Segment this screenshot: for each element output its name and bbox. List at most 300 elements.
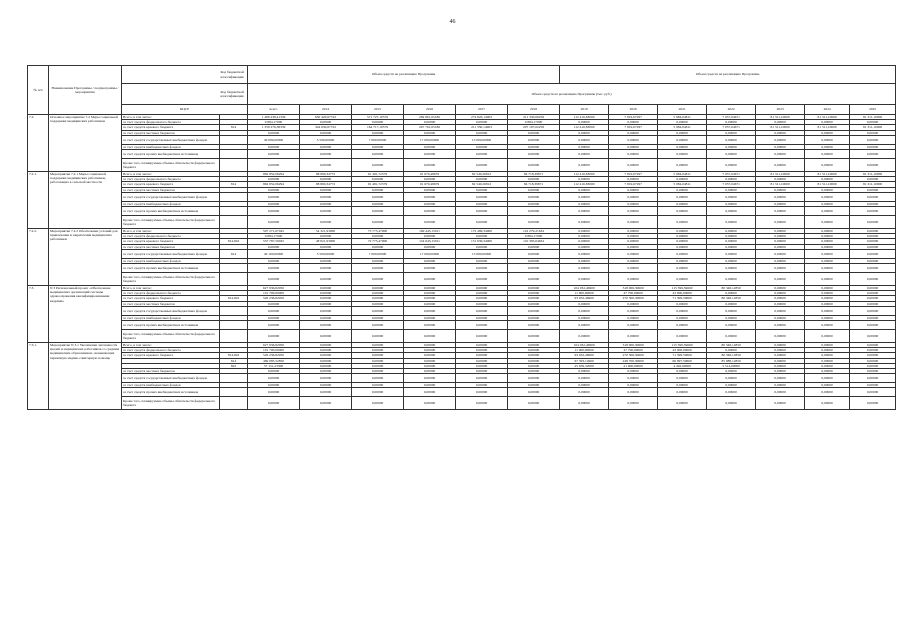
amount-cell: 0,00000 [756, 363, 805, 368]
amount-cell: 112 416,83000 [560, 125, 609, 130]
budget-code: 814 [220, 249, 248, 258]
amount-cell: 0,00000 [352, 244, 404, 249]
amount-cell: 0,00000 [560, 264, 609, 273]
amount-cell: 0,00000 [756, 374, 805, 383]
budget-code [220, 330, 248, 343]
budget-code: 814 [220, 358, 248, 363]
amount-cell: 0,00000 [707, 369, 756, 374]
amount-cell: 57 151,23300 [248, 363, 300, 368]
funding-source: за счет средств федерального бюджета [122, 234, 220, 239]
amount-cell: 0,00000 [560, 201, 609, 206]
amount-cell: 7 057,04671 [707, 125, 756, 130]
amount-cell: 0,00000 [850, 296, 896, 301]
amount-cell: 0,00000 [805, 296, 850, 301]
amount-cell: 0,00000 [300, 291, 352, 296]
funding-source: за счет средств прочих внебюджетных источников [122, 321, 220, 330]
amount-cell: 0,00000 [456, 330, 508, 343]
amount-cell: 0,00000 [707, 383, 756, 388]
amount-cell: 0,00000 [508, 207, 560, 216]
amount-cell: 0,00000 [658, 229, 707, 234]
amount-cell: 0,00000 [300, 177, 352, 182]
amount-cell: 0,00000 [508, 130, 560, 135]
amount-cell: 115 399,59600 [658, 343, 707, 348]
amount-cell: 47 700,00000 [609, 348, 658, 353]
amount-cell: 0,00000 [248, 397, 300, 410]
amount-cell: 0,00000 [508, 383, 560, 388]
amount-cell: 0,00000 [300, 301, 352, 306]
amount-cell: 0,00000 [658, 397, 707, 410]
amount-cell: 81 311,10000 [850, 125, 896, 130]
header-year-11: 2024 [805, 105, 850, 115]
amount-cell: 0,00000 [707, 201, 756, 206]
funding-source: Всего, в том числе: [122, 229, 220, 234]
amount-cell: 0,00000 [248, 207, 300, 216]
amount-cell: 0,00000 [658, 330, 707, 343]
amount-cell: 0,00000 [658, 201, 707, 206]
amount-cell: 1 359 276,38339 [248, 125, 300, 130]
amount-cell: 81 311,10000 [850, 115, 896, 120]
budget-code [220, 374, 248, 383]
amount-cell: 0,00000 [352, 207, 404, 216]
amount-cell: 0,00000 [300, 330, 352, 343]
amount-cell: 80 348,12850 [707, 343, 756, 348]
amount-cell: 0,00000 [560, 249, 609, 258]
amount-cell: 112 416,83000 [560, 182, 609, 187]
amount-cell: 0,00000 [658, 120, 707, 125]
amount-cell: 0,00000 [248, 321, 300, 330]
amount-cell: 0,00000 [248, 388, 300, 397]
amount-cell: 0,00000 [850, 159, 896, 172]
amount-cell: 0,00000 [805, 216, 850, 229]
amount-cell: 0,00000 [658, 383, 707, 388]
amount-cell: 154 643,15011 [404, 239, 456, 244]
amount-cell: 0,00000 [352, 315, 404, 320]
amount-cell: 0,00000 [756, 388, 805, 397]
header-year-10: 2023 [756, 105, 805, 115]
amount-cell: 0,00000 [707, 291, 756, 296]
funding-source: Кроме того, планируемые объемы обязательств федерального бюджета [122, 216, 220, 229]
amount-cell: 0,00000 [805, 177, 850, 182]
amount-cell: 0,00000 [352, 159, 404, 172]
amount-cell: 0,00000 [248, 301, 300, 306]
table-row [28, 159, 896, 172]
amount-cell: 81 311,10000 [850, 182, 896, 187]
amount-cell: 0,00000 [850, 273, 896, 286]
amount-cell: 0,00000 [756, 315, 805, 320]
amount-cell: 0,00000 [300, 144, 352, 149]
amount-cell: 0,00000 [404, 258, 456, 263]
amount-cell: 0,00000 [609, 264, 658, 273]
amount-cell: 0,00000 [560, 216, 609, 229]
amount-cell: 0,00000 [756, 207, 805, 216]
amount-cell: 0,00000 [805, 159, 850, 172]
amount-cell: 0,00000 [508, 369, 560, 374]
amount-cell: 0,00000 [850, 286, 896, 291]
budget-code [220, 321, 248, 330]
amount-cell: 0,00000 [658, 234, 707, 239]
amount-cell: 0,00000 [248, 187, 300, 192]
amount-cell: 0,00000 [850, 258, 896, 263]
amount-cell: 0,00000 [707, 321, 756, 330]
amount-cell: 0,00000 [658, 369, 707, 374]
amount-cell: 0,00000 [404, 383, 456, 388]
amount-cell: 0,00000 [658, 321, 707, 330]
amount-cell: 0,00000 [658, 216, 707, 229]
amount-cell: 81 311,10000 [756, 182, 805, 187]
budget-code: 814,822 [220, 239, 248, 244]
amount-cell: 627 936,82950 [248, 286, 300, 291]
amount-cell: 0,00000 [707, 187, 756, 192]
amount-cell: 17 000,00000 [404, 249, 456, 258]
amount-cell: 47 700,00000 [609, 291, 658, 296]
amount-cell: 0,00000 [300, 374, 352, 383]
amount-cell: 0,00000 [508, 388, 560, 397]
amount-cell: 0,00000 [248, 244, 300, 249]
amount-cell: 172 489,34900 [456, 229, 508, 234]
amount-cell: 0,00000 [756, 229, 805, 234]
amount-cell: 0,00000 [658, 187, 707, 192]
amount-cell: 0,00000 [805, 201, 850, 206]
amount-cell: 49 100,00000 [248, 249, 300, 258]
table-row [28, 207, 896, 216]
header-caption-left: Объем средств на реализацию Программы [248, 66, 560, 84]
amount-cell: 0,00000 [805, 239, 850, 244]
funding-source: за счет средств прочих внебюджетных источников [122, 150, 220, 159]
amount-cell: 0,00000 [352, 397, 404, 410]
amount-cell: 0,00000 [850, 264, 896, 273]
budget-code [220, 388, 248, 397]
amount-cell: 0,00000 [850, 216, 896, 229]
amount-cell: 0,00000 [658, 273, 707, 286]
amount-cell: 0,00000 [404, 273, 456, 286]
amount-cell: 0,00000 [756, 296, 805, 301]
amount-cell: 0,00000 [805, 374, 850, 383]
amount-cell: 0,00000 [300, 150, 352, 159]
header-kcsr: КЦСР [122, 105, 248, 115]
amount-cell: 0,00000 [456, 264, 508, 273]
amount-cell: 7 819,67297 [609, 172, 658, 177]
amount-cell: 0,00000 [560, 130, 609, 135]
table-row [28, 135, 896, 144]
table-row [28, 216, 896, 229]
amount-cell: 0,00000 [850, 388, 896, 397]
amount-cell: 0,00000 [300, 383, 352, 388]
amount-cell: 0,00000 [560, 383, 609, 388]
amount-cell: 0,00000 [352, 330, 404, 343]
group-number: 7.2.1. [28, 172, 49, 229]
group-number: 7.3.1. [28, 343, 49, 410]
amount-cell: 0,00000 [508, 315, 560, 320]
amount-cell: 0,00000 [300, 306, 352, 315]
table-row [28, 330, 896, 343]
budget-code [220, 264, 248, 273]
amount-cell: 0,00000 [352, 264, 404, 273]
amount-cell: 0,00000 [456, 353, 508, 358]
amount-cell: 0,00000 [508, 358, 560, 363]
funding-source: за счет средств местных бюджетов [122, 244, 220, 249]
amount-cell: 0,00000 [805, 397, 850, 410]
amount-cell: 9 884,17000 [248, 120, 300, 125]
amount-cell: 571 727,10579 [352, 115, 404, 120]
amount-cell: 0,00000 [508, 249, 560, 258]
amount-cell: 0,00000 [609, 216, 658, 229]
amount-cell: 537 787,50045 [248, 239, 300, 244]
amount-cell: 0,00000 [756, 321, 805, 330]
group-name: Мероприятие N 3.1 Увеличение численности врачей и медицинских работников со средним медицинским образованием, оказывающих первичную медико-санитарную помощь [49, 343, 122, 410]
amount-cell: 0,00000 [404, 244, 456, 249]
amount-cell: 0,00000 [707, 234, 756, 239]
amount-cell: 5 984,04811 [658, 172, 707, 177]
amount-cell: 0,00000 [404, 358, 456, 363]
amount-cell: 0,00000 [404, 363, 456, 368]
amount-cell: 0,00000 [756, 244, 805, 249]
amount-cell: 7 819,67297 [609, 182, 658, 187]
header-year-12: 2025 [850, 105, 896, 115]
amount-cell: 0,00000 [560, 234, 609, 239]
amount-cell: 0,00000 [658, 301, 707, 306]
amount-cell: 0,00000 [850, 369, 896, 374]
amount-cell: 0,00000 [508, 330, 560, 343]
funding-source: Кроме того, планируемые объемы обязательств федерального бюджета [122, 330, 220, 343]
amount-cell: 0,00000 [707, 348, 756, 353]
amount-cell: 0,00000 [352, 130, 404, 135]
funding-source: за счет средств местных бюджетов [122, 301, 220, 306]
amount-cell: 0,00000 [404, 369, 456, 374]
amount-cell: 0,00000 [248, 258, 300, 263]
amount-cell: 0,00000 [508, 216, 560, 229]
amount-cell: 0,00000 [805, 363, 850, 368]
amount-cell: 0,00000 [805, 120, 850, 125]
amount-cell: 0,00000 [850, 144, 896, 149]
amount-cell: 7 057,04671 [707, 115, 756, 120]
amount-cell: 13 000,00000 [456, 249, 508, 258]
amount-cell: 0,00000 [352, 286, 404, 291]
amount-cell: 0,00000 [560, 321, 609, 330]
amount-cell: 0,00000 [300, 358, 352, 363]
amount-cell: 91 481,72579 [352, 172, 404, 177]
amount-cell: 0,00000 [248, 216, 300, 229]
budget-code [220, 273, 248, 286]
amount-cell: 0,00000 [805, 234, 850, 239]
amount-cell: 81 311,10000 [805, 115, 850, 120]
amount-cell: 0,00000 [404, 296, 456, 301]
amount-cell: 0,00000 [404, 144, 456, 149]
amount-cell: 67 393,14900 [560, 358, 609, 363]
amount-cell: 0,00000 [508, 348, 560, 353]
group-number: 7.3. [28, 286, 49, 343]
amount-cell: 0,00000 [756, 383, 805, 388]
funding-source: за счет средств местных бюджетов [122, 130, 220, 135]
amount-cell: 0,00000 [300, 353, 352, 358]
amount-cell: 0,00000 [609, 369, 658, 374]
amount-cell: 0,00000 [609, 249, 658, 258]
amount-cell: 0,00000 [300, 258, 352, 263]
amount-cell: 0,00000 [609, 388, 658, 397]
amount-cell: 0,00000 [707, 239, 756, 244]
amount-cell: 0,00000 [609, 330, 658, 343]
amount-cell: 0,00000 [658, 135, 707, 144]
header-name: Наименование Программы / подпрограммы / мероприятия [49, 66, 122, 115]
amount-cell: 0,00000 [404, 374, 456, 383]
amount-cell: 0,00000 [352, 296, 404, 301]
amount-cell: 0,00000 [508, 135, 560, 144]
amount-cell: 0,00000 [456, 315, 508, 320]
amount-cell: 0,00000 [850, 315, 896, 320]
amount-cell: 0,00000 [609, 150, 658, 159]
amount-cell: 0,00000 [850, 301, 896, 306]
amount-cell: 80 348,12850 [707, 286, 756, 291]
amount-cell: 0,00000 [508, 159, 560, 172]
amount-cell: 0,00000 [404, 286, 456, 291]
amount-cell: 81 311,10000 [805, 125, 850, 130]
amount-cell: 0,00000 [508, 201, 560, 206]
amount-cell: 0,00000 [248, 130, 300, 135]
amount-cell: 0,00000 [456, 363, 508, 368]
amount-cell: 0,00000 [560, 192, 609, 201]
amount-cell: 0,00000 [850, 363, 896, 368]
amount-cell: 0,00000 [560, 150, 609, 159]
amount-cell: 0,00000 [850, 207, 896, 216]
amount-cell: 7 819,67297 [609, 115, 658, 120]
amount-cell: 7 060,00000 [352, 135, 404, 144]
amount-cell: 0,00000 [805, 286, 850, 291]
amount-cell: 0,00000 [352, 321, 404, 330]
amount-cell: 0,00000 [352, 150, 404, 159]
amount-cell: 344 630,67722 [300, 125, 352, 130]
amount-cell: 0,00000 [707, 229, 756, 234]
amount-cell: 267 761,65186 [404, 125, 456, 130]
amount-cell: 0,00000 [456, 177, 508, 182]
amount-cell: 0,00000 [560, 397, 609, 410]
amount-cell: 0,00000 [658, 177, 707, 182]
funding-source: за счет средств федерального бюджета [122, 120, 220, 125]
amount-cell: 0,00000 [707, 159, 756, 172]
amount-cell: 269 861,65186 [404, 115, 456, 120]
amount-cell: 0,00000 [850, 130, 896, 135]
amount-cell: 0,00000 [805, 369, 850, 374]
amount-cell: 7 000,00000 [352, 249, 404, 258]
header-year-5: 2018 [508, 105, 560, 115]
amount-cell: 0,00000 [658, 130, 707, 135]
budget-code [220, 306, 248, 315]
amount-cell: 0,00000 [850, 150, 896, 159]
amount-cell: 0,00000 [404, 159, 456, 172]
amount-cell: 0,00000 [850, 192, 896, 201]
amount-cell: 0,00000 [756, 343, 805, 348]
budget-code [220, 192, 248, 201]
header-num: № п/п [28, 66, 49, 115]
amount-cell: 0,00000 [805, 301, 850, 306]
amount-cell: 0,00000 [756, 192, 805, 201]
amount-cell: 0,00000 [850, 249, 896, 258]
amount-cell: 0,00000 [456, 397, 508, 410]
amount-cell: 11 000,00000 [560, 348, 609, 353]
amount-cell: 0,00000 [404, 388, 456, 397]
amount-cell: 0,00000 [248, 383, 300, 388]
amount-cell: 0,00000 [560, 369, 609, 374]
amount-cell: 115 399,59600 [658, 286, 707, 291]
amount-cell: 0,00000 [658, 388, 707, 397]
amount-cell: 0,00000 [756, 273, 805, 286]
amount-cell: 0,00000 [609, 374, 658, 383]
header-code-group: Код бюджетной классификации [220, 66, 248, 84]
amount-cell: 0,00000 [456, 301, 508, 306]
amount-cell: 0,00000 [404, 348, 456, 353]
amount-cell: 81 311,10000 [756, 115, 805, 120]
amount-cell: 0,00000 [707, 144, 756, 149]
header-year-2: 2015 [352, 105, 404, 115]
amount-cell: 0,00000 [404, 291, 456, 296]
amount-cell: 0,00000 [707, 397, 756, 410]
amount-cell: 0,00000 [404, 264, 456, 273]
amount-cell: 0,00000 [508, 306, 560, 315]
amount-cell: 0,00000 [850, 383, 896, 388]
amount-cell: 7 819,67297 [609, 125, 658, 130]
group-number: 7.2. [28, 115, 49, 172]
amount-cell: 54 321,93000 [300, 229, 352, 234]
amount-cell: 0,00000 [456, 343, 508, 348]
amount-cell: 81 311,10000 [805, 182, 850, 187]
amount-cell: 104 032,46900 [560, 343, 609, 348]
amount-cell: 0,00000 [609, 120, 658, 125]
header-caption-sub: Объем средств на реализацию Программы (тыс. руб.) [248, 84, 896, 105]
amount-cell: 0,00000 [609, 301, 658, 306]
amount-cell: 0,00000 [352, 388, 404, 397]
amount-cell: 0,00000 [352, 374, 404, 383]
amount-cell: 211 330,06258 [508, 115, 560, 120]
amount-cell: 0,00000 [805, 244, 850, 249]
amount-cell: 4 402,00000 [658, 363, 707, 368]
amount-cell: 0,00000 [560, 315, 609, 320]
amount-cell: 0,00000 [352, 343, 404, 348]
amount-cell: 151 639,34900 [456, 239, 508, 244]
amount-cell: 0,00000 [707, 150, 756, 159]
amount-cell: 0,00000 [508, 273, 560, 286]
amount-cell: 0,00000 [248, 159, 300, 172]
amount-cell: 0,00000 [609, 207, 658, 216]
amount-cell: 0,00000 [456, 144, 508, 149]
amount-cell: 0,00000 [508, 177, 560, 182]
amount-cell: 0,00000 [560, 330, 609, 343]
amount-cell: 207 107,02258 [508, 125, 560, 130]
amount-cell: 0,00000 [707, 216, 756, 229]
amount-cell: 0,00000 [609, 234, 658, 239]
amount-cell: 0,00000 [756, 159, 805, 172]
amount-cell: 0,00000 [609, 244, 658, 249]
amount-cell: 0,00000 [560, 306, 609, 315]
amount-cell: 526 236,82950 [248, 353, 300, 358]
amount-cell: 0,00000 [707, 374, 756, 383]
amount-cell: 104 032,46900 [560, 286, 609, 291]
amount-cell: 0,00000 [352, 291, 404, 296]
amount-cell: 0,00000 [609, 144, 658, 149]
budget-code: 814 [220, 182, 248, 187]
table-row [28, 321, 896, 330]
amount-cell: 0,00000 [850, 321, 896, 330]
amount-cell: 0,00000 [756, 239, 805, 244]
amount-cell: 0,00000 [248, 374, 300, 383]
amount-cell: 0,00000 [456, 234, 508, 239]
amount-cell: 1 468 438,41339 [248, 115, 300, 120]
amount-cell: 0,00000 [508, 187, 560, 192]
amount-cell: 0,00000 [404, 234, 456, 239]
amount-cell: 0,00000 [456, 159, 508, 172]
amount-cell: 0,00000 [300, 207, 352, 216]
amount-cell: 0,00000 [404, 130, 456, 135]
header-year-1: 2014 [300, 105, 352, 115]
amount-cell: 0,00000 [805, 388, 850, 397]
table-row [28, 264, 896, 273]
